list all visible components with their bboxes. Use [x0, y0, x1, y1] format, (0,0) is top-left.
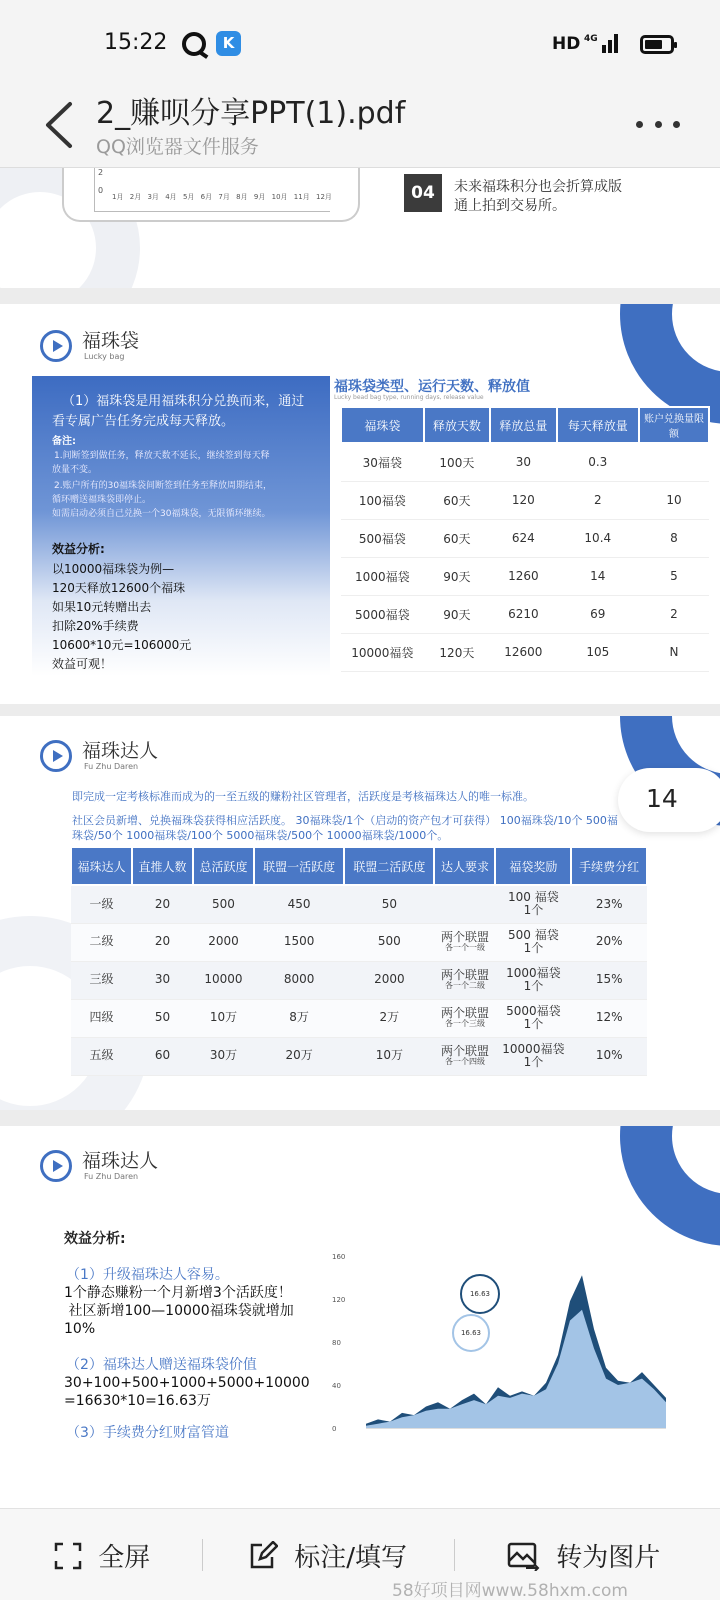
mini-chart-months [112, 192, 332, 202]
intro-text: 即完成一定考核标准而成为的一至五级的赚粉社区管理者，活跃度是考核福珠达人的唯一标准。 [72, 790, 534, 803]
table-cell [639, 443, 709, 481]
table-cell: 30万 [193, 1037, 254, 1075]
requirement-sub: 各一个二级 [444, 981, 485, 991]
section-title: 福珠达人 [82, 740, 159, 762]
table-cell: 10 [639, 481, 709, 519]
annotate-label: 标注/填写 [294, 1543, 408, 1573]
item1-title: （1）升级福珠达人容易。 [66, 1267, 229, 1283]
table-cell: 15% [571, 961, 647, 999]
reward-cell [495, 885, 571, 923]
table-cell: 2000 [344, 961, 434, 999]
table-cell: 120天 [424, 633, 490, 671]
pdf-page-3 [0, 716, 720, 1110]
table-cell: 100福袋 [341, 481, 424, 519]
note-title: 备注: [52, 436, 76, 447]
reward-sub: 1个 [523, 903, 544, 918]
value-bubble-2: 16.63 [452, 1314, 490, 1352]
table-cell: 1260 [490, 557, 556, 595]
reward-sub: 1个 [523, 1017, 544, 1031]
table-header-cell: 达人要求 [434, 847, 495, 885]
file-title: 2_赚呗分享PPT(1).pdf [96, 96, 406, 131]
note2-line2: 循环赠送福珠袋即停止。 [52, 495, 152, 505]
back-button[interactable] [40, 100, 80, 150]
section-title: 福珠袋 [82, 330, 140, 352]
play-circle-icon [40, 330, 72, 362]
pdf-page-1 [0, 168, 720, 288]
table-cell: 10% [571, 1037, 647, 1075]
table-cell: 10万 [344, 1037, 434, 1075]
table-cell: 30 [132, 961, 193, 999]
table-row [341, 481, 709, 519]
requirement-cell [434, 961, 495, 999]
requirement-cell [434, 885, 495, 923]
page-indicator[interactable] [618, 768, 720, 832]
benefit-title: 效益分析: [64, 1231, 126, 1247]
reward-cell [495, 923, 571, 961]
month-label: 8月 [236, 193, 248, 201]
y-tick-label: 40 [332, 1382, 341, 1390]
table-cell: 10000福袋 [341, 633, 424, 671]
table-header-cell: 福珠达人 [71, 847, 132, 885]
table-cell: 20 [132, 923, 193, 961]
table-cell: 12% [571, 999, 647, 1037]
area-chart [330, 1246, 674, 1446]
requirement-cell [434, 923, 495, 961]
step-text-1: 未来福珠积分也会折算成版 [454, 179, 622, 195]
qq-browser-icon [182, 32, 206, 56]
mini-axis-zero: 0 [98, 186, 104, 195]
benefit-title: 效益分析: [52, 542, 105, 556]
requirement-cell [434, 1037, 495, 1075]
table-cell: 2万 [344, 999, 434, 1037]
item2-lines [64, 1374, 310, 1410]
month-label: 2月 [129, 193, 142, 201]
benefit-lines [52, 560, 191, 674]
divider [454, 1539, 455, 1571]
table-cell: 14 [557, 557, 639, 595]
reward-sub: 1个 [523, 979, 544, 993]
table-cell: 50 [344, 885, 434, 923]
table-cell: 60天 [424, 481, 490, 519]
item2-line: =16630*10=16.63万 [64, 1393, 211, 1409]
y-tick-label: 160 [332, 1253, 346, 1261]
table-row [341, 633, 709, 671]
step-number: 04 [404, 174, 442, 212]
step-text-2: 通上拍到交易所。 [454, 198, 566, 214]
top-header [0, 88, 720, 168]
table-cell: 120 [490, 481, 556, 519]
table-cell: 2 [639, 595, 709, 633]
battery-icon [640, 35, 674, 54]
table-row [71, 923, 647, 961]
pdf-viewer[interactable] [0, 168, 720, 1508]
table-cell: 90天 [424, 595, 490, 633]
hd-indicator: HD [552, 34, 581, 54]
note1-line1: 1.间断签到做任务，释放天数不延长，继续签到每天释 [54, 451, 270, 461]
table-cell: 5000福袋 [341, 595, 424, 633]
detail-line-2: 珠袋/50个 1000福珠袋/100个 5000福珠袋/500个 10000福珠袋/1000个。 [72, 829, 449, 842]
bag-table [340, 406, 710, 672]
divider [202, 1539, 203, 1571]
table-cell: 100天 [424, 443, 490, 481]
note2-line1: 2.账户所有的30福珠袋间断签到任务至释放周期结束， [54, 481, 273, 491]
month-label: 5月 [182, 193, 195, 201]
table-row [341, 595, 709, 633]
table-cell: 60天 [424, 519, 490, 557]
table-cell: 8万 [254, 999, 344, 1037]
item1-lines [64, 1284, 294, 1338]
more-menu-button[interactable] [636, 112, 680, 136]
reward-cell [495, 999, 571, 1037]
requirement-sub: 各一个四级 [444, 1057, 485, 1067]
mini-chart [94, 168, 330, 212]
item2-line: 30+100+500+1000+5000+10000 [64, 1375, 310, 1391]
table-row [341, 443, 709, 481]
table-cell: 2 [557, 481, 639, 519]
item1-line: 1个静态赚粉一个月新增3个活跃度！ [64, 1285, 292, 1301]
benefit-line: 效益可观！ [52, 657, 113, 671]
table-row [71, 961, 647, 999]
table-cell: 30 [490, 443, 556, 481]
reward-main: 100 福袋 [508, 890, 559, 905]
benefit-line: 如果10元转赠出去 [52, 600, 152, 614]
item3-title: （3）手续费分红财富管道 [66, 1425, 229, 1441]
edit-icon [248, 1541, 278, 1571]
table-cell: N [639, 633, 709, 671]
table-header-cell: 手续费分红 [571, 847, 647, 885]
table-cell: 500 [193, 885, 254, 923]
intro-line-2: 看专属广告任务完成每天释放。 [52, 414, 235, 429]
table-cell: 90天 [424, 557, 490, 595]
table-cell: 8000 [254, 961, 344, 999]
table-cell: 20% [571, 923, 647, 961]
table-cell: 20 [132, 885, 193, 923]
month-label: 4月 [165, 193, 177, 201]
table-cell: 500福袋 [341, 519, 424, 557]
reward-sub: 1个 [523, 941, 544, 955]
item1-line: 10% [64, 1321, 96, 1337]
reward-main: 500 福袋 [508, 927, 559, 942]
table-header-cell: 福袋奖励 [495, 847, 571, 885]
table-row [71, 1037, 647, 1075]
table-cell: 四级 [71, 999, 132, 1037]
requirement-main: 两个联盟 [440, 1044, 489, 1058]
table-header-cell: 福珠袋 [341, 407, 424, 443]
table-title-en: Lucky bead bag type, running days, release value [334, 394, 484, 401]
status-bar [0, 0, 720, 88]
table-header-cell: 联盟一活跃度 [254, 847, 344, 885]
table-cell: 8 [639, 519, 709, 557]
k-app-icon: K [216, 31, 241, 56]
table-cell: 0.3 [557, 443, 639, 481]
table-cell: 一级 [71, 885, 132, 923]
table-header-cell: 账户兑换量限额 [639, 407, 709, 443]
table-cell: 105 [557, 633, 639, 671]
table-cell: 二级 [71, 923, 132, 961]
y-tick-label: 0 [332, 1425, 337, 1433]
item1-line: 社区新增100—10000福珠袋就增加 [64, 1303, 294, 1319]
section-title-en: Lucky bag [84, 352, 125, 361]
month-label: 3月 [147, 193, 159, 201]
page-number: 14 [646, 784, 678, 813]
note3: 如需启动必须自己兑换一个30福珠袋，无限循环继续。 [52, 509, 271, 519]
table-cell: 624 [490, 519, 556, 557]
month-label: 10月 [271, 193, 288, 201]
section-title: 福珠达人 [82, 1150, 159, 1172]
table-row [71, 885, 647, 923]
series-area-2 [366, 1310, 666, 1428]
annotate-button[interactable] [248, 1537, 407, 1573]
signal-label: 4G [584, 34, 598, 44]
info-box [32, 376, 330, 676]
y-tick-label: 80 [332, 1339, 341, 1347]
fullscreen-label: 全屏 [98, 1543, 151, 1573]
play-circle-icon [40, 740, 72, 772]
status-time: 15:22 [104, 30, 168, 55]
section-title-en: Fu Zhu Daren [84, 762, 139, 771]
benefit-line: 10600*10元=106000元 [52, 638, 192, 652]
table-row [341, 519, 709, 557]
table-row [71, 999, 647, 1037]
daren-table [70, 846, 648, 1076]
reward-cell [495, 1037, 571, 1075]
reward-main: 10000福袋 [502, 1041, 565, 1056]
month-label: 1月 [112, 193, 124, 201]
requirement-main: 两个联盟 [440, 930, 489, 944]
pdf-page-4 [0, 1126, 720, 1508]
table-cell: 6210 [490, 595, 556, 633]
table-cell: 10万 [193, 999, 254, 1037]
month-label: 7月 [218, 193, 230, 201]
item2-title: （2）福珠达人赠送福珠袋价值 [66, 1357, 257, 1373]
file-source: QQ浏览器文件服务 [96, 136, 259, 158]
reward-main: 1000福袋 [506, 965, 561, 980]
table-cell: 三级 [71, 961, 132, 999]
reward-cell [495, 961, 571, 999]
table-header-cell: 总活跃度 [193, 847, 254, 885]
pdf-page-2 [0, 304, 720, 704]
table-row [341, 557, 709, 595]
month-label: 12月 [315, 193, 332, 201]
table-header-cell: 释放总量 [490, 407, 556, 443]
table-cell: 5 [639, 557, 709, 595]
fullscreen-icon [54, 1542, 82, 1570]
month-label: 6月 [200, 193, 213, 201]
watermark-text: 58好项目网www.58hxm.com [392, 1581, 628, 1600]
table-cell: 500 [344, 923, 434, 961]
table-cell: 450 [254, 885, 344, 923]
y-tick-label: 120 [332, 1296, 346, 1304]
table-title: 福珠袋类型、运行天数、释放值 [334, 379, 530, 395]
table-header-cell: 联盟二活跃度 [344, 847, 434, 885]
requirement-main: 两个联盟 [440, 968, 489, 982]
table-cell: 10000 [193, 961, 254, 999]
table-header-cell: 每天释放量 [557, 407, 639, 443]
section-title-en: Fu Zhu Daren [84, 1172, 139, 1181]
benefit-line: 扣除20%手续费 [52, 619, 139, 633]
note1-line2: 放量不变。 [52, 465, 98, 475]
fullscreen-button[interactable] [54, 1537, 150, 1573]
image-convert-icon [506, 1541, 540, 1571]
convert-image-button[interactable] [506, 1537, 660, 1573]
signal-icon [584, 31, 622, 53]
table-cell: 20万 [254, 1037, 344, 1075]
table-cell: 23% [571, 885, 647, 923]
table-cell: 60 [132, 1037, 193, 1075]
benefit-line: 120天释放12600个福珠 [52, 581, 186, 595]
play-circle-icon [40, 1150, 72, 1182]
month-label: 9月 [253, 193, 266, 201]
convert-image-label: 转为图片 [556, 1543, 661, 1573]
table-cell: 50 [132, 999, 193, 1037]
month-label: 11月 [293, 193, 310, 201]
table-cell: 五级 [71, 1037, 132, 1075]
benefit-line: 以10000福珠袋为例— [52, 562, 175, 576]
table-cell: 1000福袋 [341, 557, 424, 595]
table-cell: 2000 [193, 923, 254, 961]
table-cell: 12600 [490, 633, 556, 671]
requirement-cell [434, 999, 495, 1037]
reward-main: 5000福袋 [506, 1003, 561, 1018]
requirement-sub: 各一个三级 [444, 1019, 485, 1029]
requirement-sub: 各一个一级 [444, 943, 485, 953]
mini-axis-two: 2 [98, 168, 104, 177]
table-cell: 69 [557, 595, 639, 633]
table-header-cell: 释放天数 [424, 407, 490, 443]
table-cell: 10.4 [557, 519, 639, 557]
table-cell: 30福袋 [341, 443, 424, 481]
reward-sub: 1个 [523, 1055, 544, 1069]
requirement-main: 两个联盟 [440, 1006, 489, 1020]
table-cell: 1500 [254, 923, 344, 961]
intro-line-1: （1）福珠袋是用福珠积分兑换而来，通过 [62, 394, 305, 409]
deco-ring-blue [620, 1126, 720, 1246]
table-header-cell: 直推人数 [132, 847, 193, 885]
detail-line-1: 社区会员新增、兑换福珠袋获得相应活跃度。 30福珠袋/1个（启动的资产包才可获得） 100福珠袋/10个 500福 [72, 814, 618, 827]
value-bubble-1: 16.63 [460, 1274, 500, 1314]
